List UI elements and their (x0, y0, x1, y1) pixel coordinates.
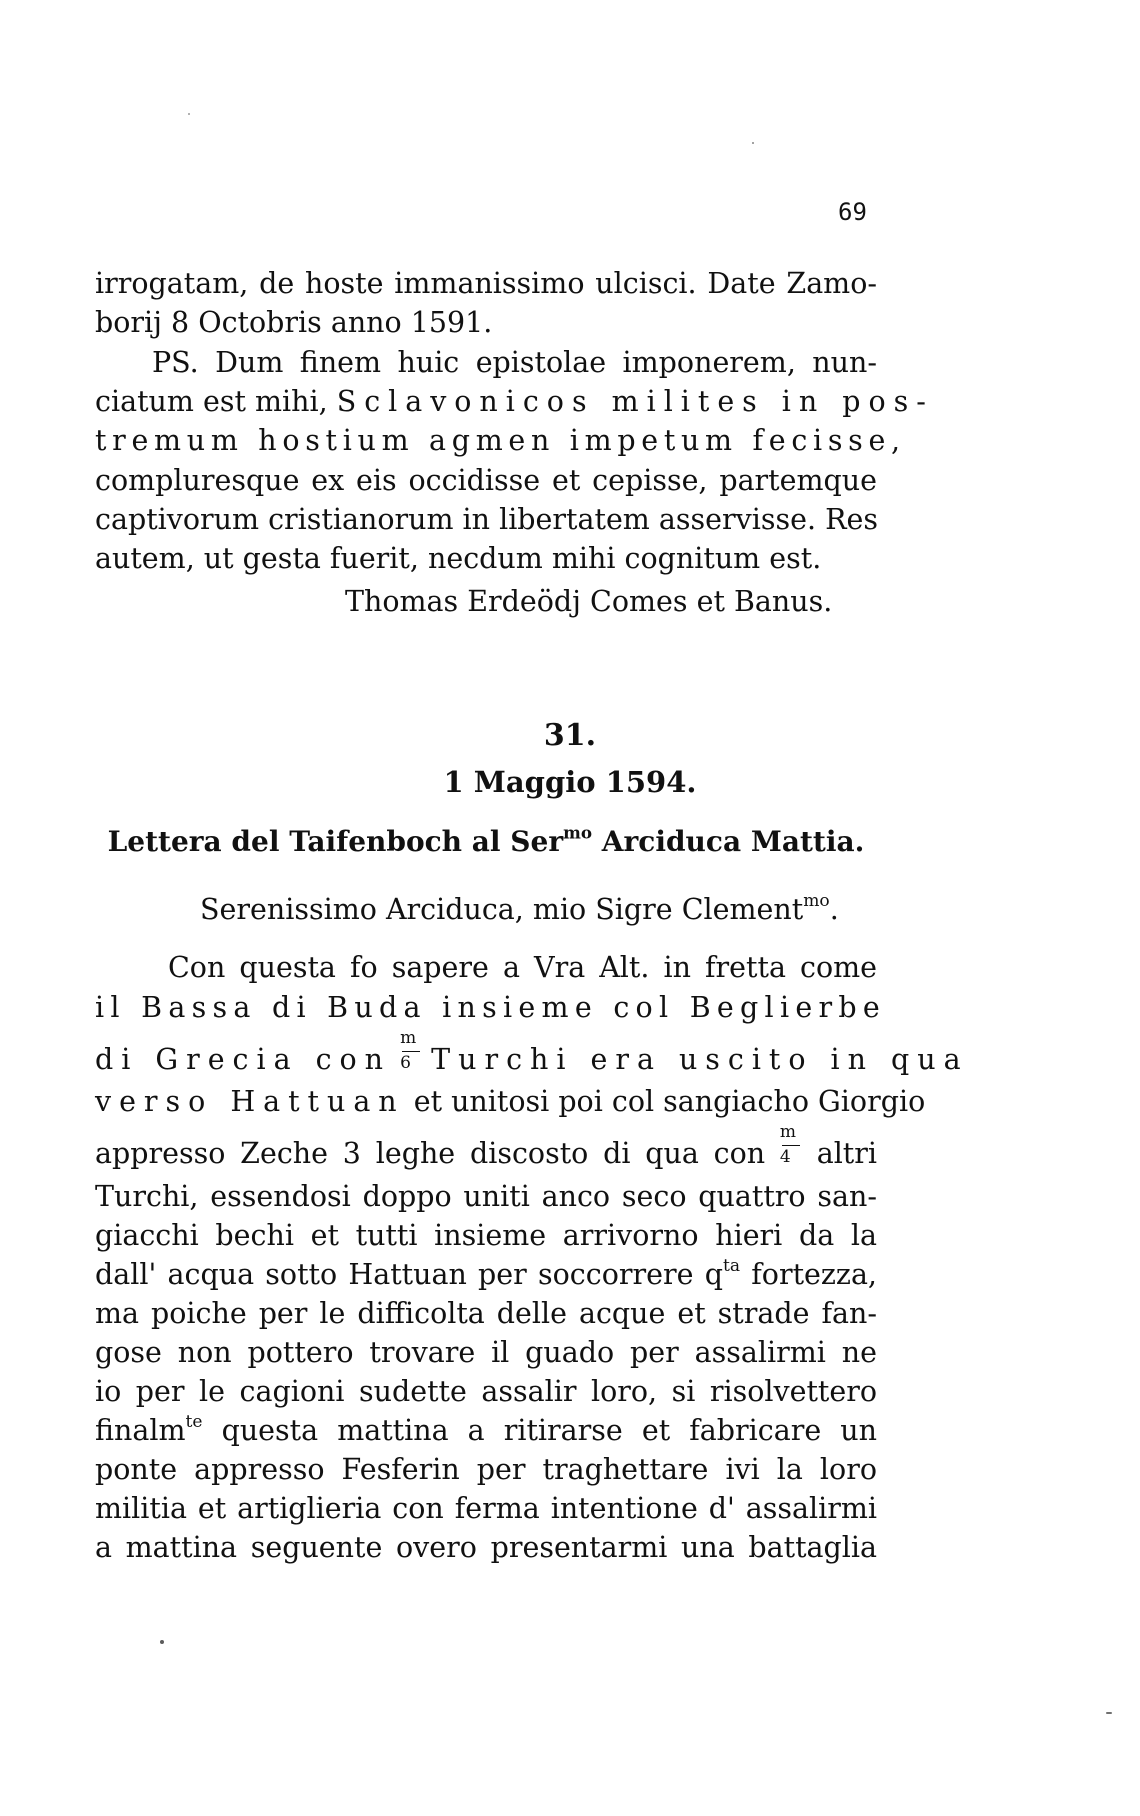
letter-line: gose non pottero trovare il guado per assalirmi ne (95, 1336, 877, 1369)
salutation: Serenissimo Arciduca, mio Sigre Clement$^{mo}$. (200, 891, 839, 926)
letter-line: ponte appresso Fesferin per traghettare ivi la loro (95, 1453, 877, 1486)
paper-speck (160, 1640, 164, 1644)
postscript-line: ciatum est mihi, Sclavonicos milites in pos- (95, 385, 934, 418)
postscript-line: tremum hostium agmen impetum fecisse, (95, 424, 906, 457)
letter-line: ma poiche per le difficolta delle acque et strade fan- (95, 1297, 877, 1330)
document-date: 1 Maggio 1594. (443, 765, 697, 799)
letter-line: appresso Zeche 3 leghe discosto di qua con $\frac{m}{4}$ altri (95, 1122, 878, 1170)
letter-line: io per le cagioni sudette assalir loro, si risolvettero (95, 1375, 877, 1408)
fraction: $\frac{m}{4}$ (780, 1139, 802, 1169)
letter-line: finalm$^{te}$ questa mattina a ritirarse et fabricare un (95, 1412, 877, 1447)
text-line: irrogatam, de hoste immanissimo ulcisci. Date Zamo- (95, 267, 877, 300)
document-title: Lettera del Taifenboch al Ser$^{mo}$ Arciduca Mattia. (107, 822, 865, 858)
postscript-line: PS. Dum finem huic epistolae imponerem, nun- (152, 346, 877, 379)
letter-line: giacchi bechi et tutti insieme arrivorno hieri da la (95, 1219, 877, 1252)
letter-line: Turchi, essendosi doppo uniti anco seco quattro san- (95, 1180, 877, 1213)
letter-line: Con questa fo sapere a Vra Alt. in fretta come (168, 951, 877, 984)
letter-line: militia et artiglieria con ferma intentione d' assalirmi (95, 1492, 877, 1525)
paper-speck (752, 142, 754, 144)
paper-speck (1106, 1712, 1112, 1714)
signature: Thomas Erdeödj Comes et Banus. (345, 585, 833, 618)
letter-line: di Grecia con $\frac{m}{6}$ Turchi era uscito in qua (95, 1028, 969, 1076)
letter-line: il Bassa di Buda insieme col Beglierbe (95, 991, 887, 1024)
postscript-line: compluresque ex eis occidisse et cepisse, partemque (95, 464, 877, 497)
postscript-line: autem, ut gesta fuerit, necdum mihi cognitum est. (95, 542, 822, 575)
postscript-line: captivorum cristianorum in libertatem asservisse. Res (95, 503, 879, 536)
letter-line: dall' acqua sotto Hattuan per soccorrere $q^{ta}$ fortezza, (95, 1256, 877, 1291)
fraction: $\frac{m}{6}$ (400, 1045, 422, 1075)
text-line: borij 8 Octobris anno 1591. (95, 306, 493, 339)
letter-line: verso Hattuan et unitosi poi col sangiacho Giorgio (95, 1085, 926, 1118)
page-number: 69 (838, 198, 867, 226)
document-number: 31. (543, 718, 597, 753)
paper-speck (188, 113, 190, 115)
letter-line: a mattina seguente overo presentarmi una battaglia (95, 1531, 877, 1564)
